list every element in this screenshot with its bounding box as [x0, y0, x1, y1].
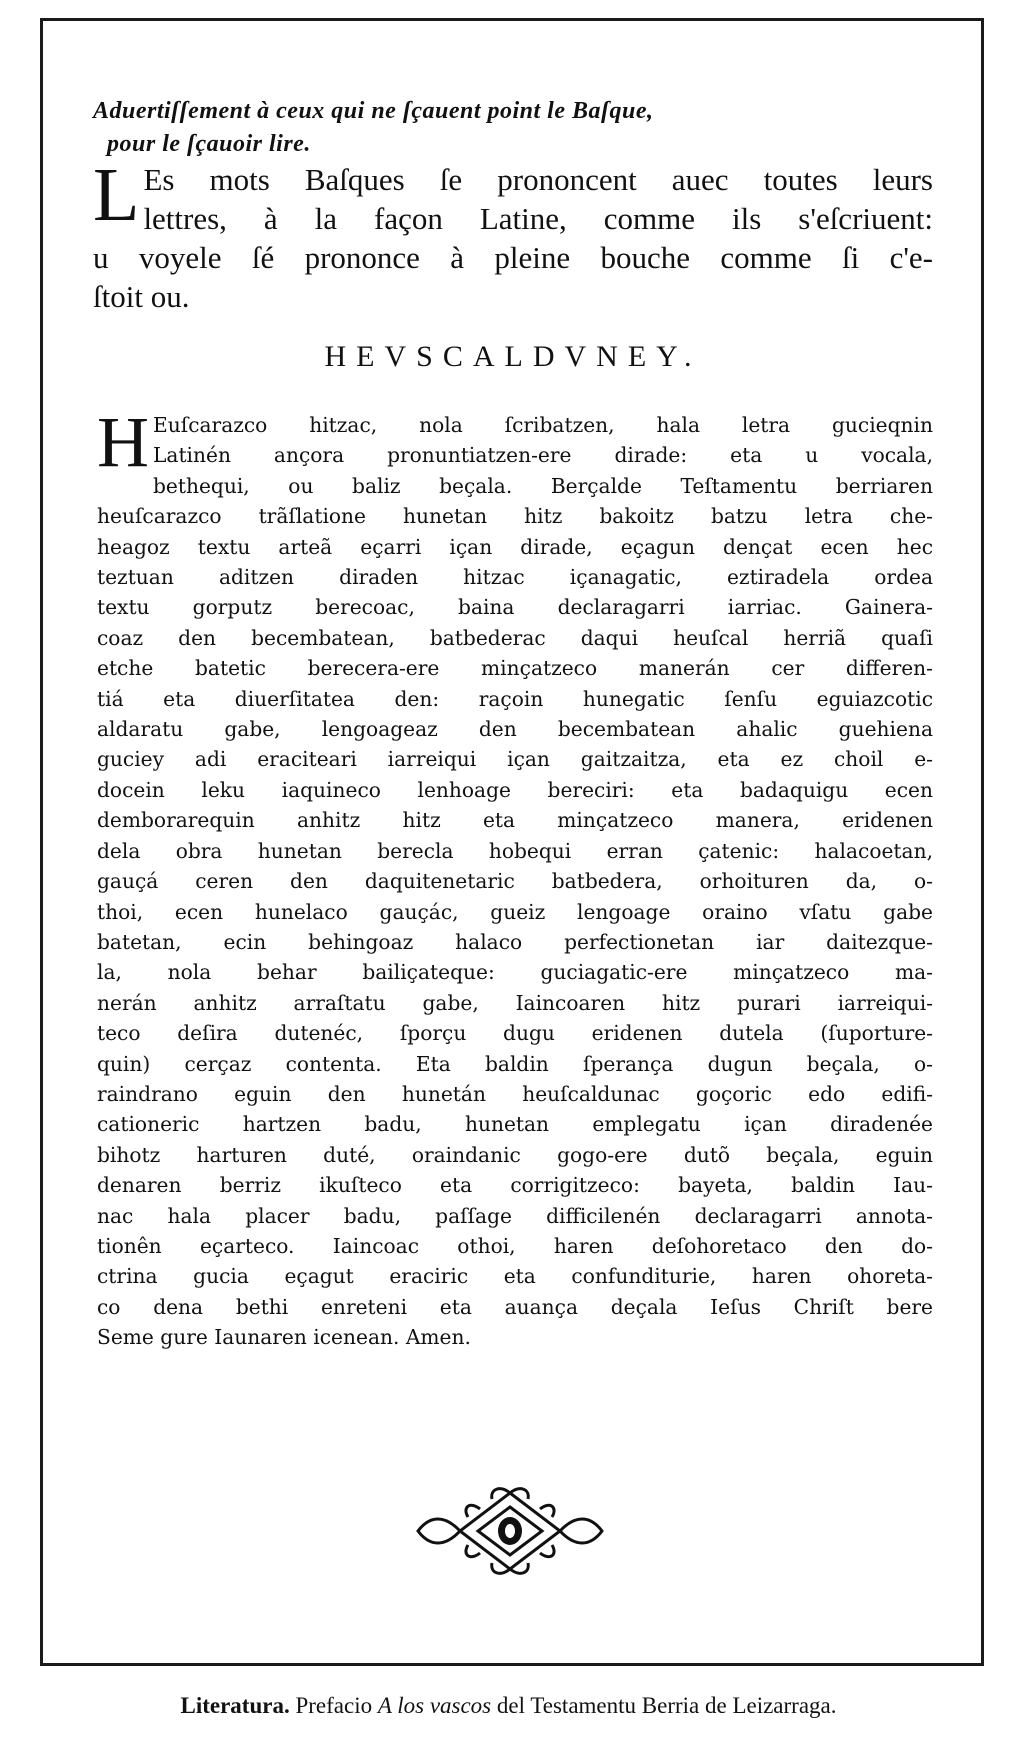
body-line: heagoz textu arteã eçarri içan dirade, eçagun dençat ecen hec — [97, 534, 933, 559]
body-line: coaz den becembatean, batbederac daqui heuſcal herriã quaſi — [97, 625, 933, 650]
ornament-icon — [410, 1485, 610, 1577]
body-line: batetan, ecin behingoaz halaco perfectionetan iar daitezque- — [97, 929, 933, 954]
body-paragraph — [97, 402, 933, 1353]
body-line: teztuan aditzen diraden hitzac içanagatic, eztiradela ordea — [97, 565, 933, 590]
figure-caption — [0, 1693, 1017, 1719]
body-line: co dena bethi enreteni eta auança deçala Ieſus Chriſt bere — [97, 1294, 933, 1319]
body-line: heuſcarazco trãſlatione hunetan hitz bakoitz batzu letra che- — [97, 504, 933, 529]
section-heading: HEVSCALDVNEY. — [324, 340, 702, 373]
body-dropcap: H — [97, 402, 149, 482]
caption-part-2: del Testamentu Berria de Leizarraga. — [496, 1693, 837, 1718]
body-line: thoi, ecen hunelaco gauçác, gueiz lengoage oraino vſatu gabe — [97, 899, 933, 924]
body-line: denaren berriz ikuſteco eta corrigitzeco: bayeta, baldin Iau- — [97, 1173, 933, 1198]
intro-line: lettres, à la façon Latine, comme ils s'eſcriuent: — [143, 201, 933, 236]
caption-bold: Literatura. — [180, 1693, 290, 1718]
body-line: teco deſira dutenéc, ſporçu dugu eridenen dutela (ſuporture- — [97, 1021, 933, 1046]
body-line: aldaratu gabe, lengoageaz den becembatean ahalic guehiena — [97, 717, 933, 742]
intro-line: Es mots Baſques ſe prononcent auec toutes leurs — [143, 162, 933, 197]
body-line: tiá eta diuerſitatea den: raçoin hunegatic ſenſu eguiazcotic — [97, 686, 933, 711]
body-line: raindrano eguin den hunetán heuſcaldunac goçoric edo edifi- — [97, 1081, 933, 1106]
intro-dropcap: L — [93, 153, 140, 237]
body-line: guciey adi eraciteari iarreiqui içan gaitzaitza, eta ez choil e- — [97, 747, 933, 772]
intro-line: ſtoit ou. — [93, 279, 190, 314]
body-line: nerán anhitz arraſtatu gabe, Iaincoaren hitz purari iarreiqui- — [97, 990, 933, 1015]
body-line: la, nola behar bailiçateque: guciagatic-ere minçatzeco ma- — [97, 960, 933, 985]
body-line: demborarequin anhitz hitz eta minçatzeco manera, eridenen — [97, 808, 933, 833]
advertisement-line-1: Aduertiſſement à ceux qui ne ſçauent point le Baſque, — [93, 98, 654, 124]
advertisement-line-2: pour le ſçauoir lire. — [107, 131, 311, 157]
body-line: textu gorputz berecoac, baina declaragarri iarriac. Gainera- — [97, 595, 933, 620]
body-line: Euſcarazco hitzac, nola ſcribatzen, hala letra gucieqnin — [153, 413, 933, 437]
body-line: Seme gure Iaunaren icenean. Amen. — [97, 1325, 471, 1350]
body-line: bihotz harturen duté, oraindanic gogo-ere dutõ beçala, eguin — [97, 1142, 933, 1167]
body-line: ctrina gucia eçagut eraciric eta confunditurie, haren ohoreta- — [97, 1264, 933, 1289]
caption-part-1: Prefacio — [295, 1693, 373, 1718]
intro-line: u voyele ſé prononce à pleine bouche comme ſi c'e- — [93, 240, 933, 275]
body-line: dela obra hunetan berecla hobequi erran çatenic: halacoetan, — [97, 838, 933, 863]
body-line: nac hala placer badu, paſſage difficilenén declaragarri annota- — [97, 1203, 933, 1228]
caption-italic: A los vascos — [377, 1693, 492, 1718]
intro-paragraph — [93, 153, 933, 316]
body-line: docein leku iaquineco lenhoage bereciri: eta badaquigu ecen — [97, 777, 933, 802]
body-line: tionên eçarteco. Iaincoac othoi, haren deſohoretaco den do- — [97, 1233, 933, 1258]
advertisement-note — [93, 95, 933, 161]
body-line: Latinén ançora pronuntiatzen-ere dirade: eta u vocala, — [153, 443, 933, 468]
body-line: bethequi, ou baliz beçala. Berçalde Teſtamentu berriaren — [153, 473, 933, 498]
body-line: gauçá ceren den daquitenetaric batbedera, orhoituren da, o- — [97, 869, 933, 894]
body-line: cationeric hartzen badu, hunetan emplegatu içan diradenée — [97, 1112, 933, 1137]
body-line: quin) cerçaz contenta. Eta baldin ſperança dugun beçala, o- — [97, 1051, 933, 1076]
body-line: etche batetic berecera-ere minçatzeco manerán cer differen- — [97, 656, 933, 681]
